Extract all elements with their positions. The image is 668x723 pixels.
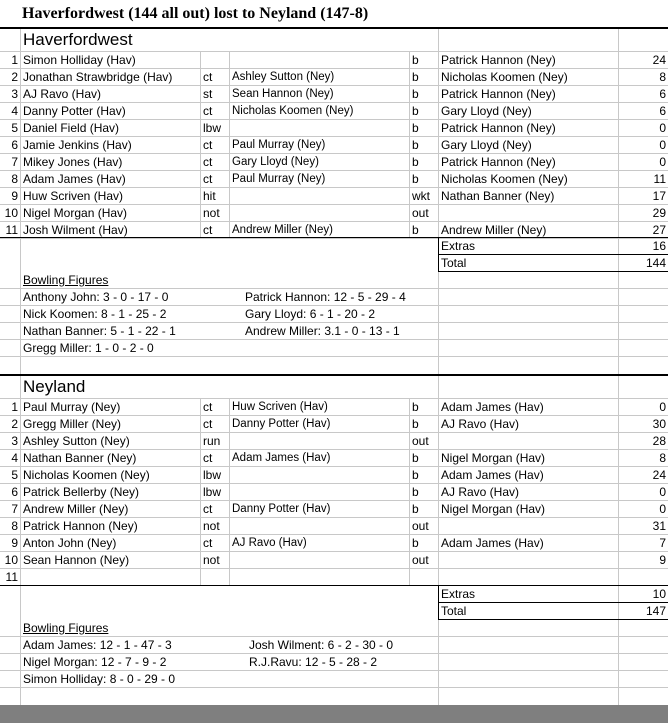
runs-scored: 8 bbox=[659, 70, 666, 84]
fielder-name: Paul Murray (Ney) bbox=[232, 173, 326, 185]
batsman-name: Patrick Bellerby (Ney) bbox=[23, 485, 140, 499]
bowled-marker: b bbox=[412, 138, 419, 152]
dismissal-type: st bbox=[203, 87, 213, 101]
fielder-name: Nicholas Koomen (Ney) bbox=[232, 105, 354, 117]
total-label: Total bbox=[441, 256, 467, 270]
batsman-name: Anton John (Ney) bbox=[23, 536, 117, 550]
bowled-marker: wkt bbox=[412, 189, 430, 203]
bowling-figure: Josh Wilment: 6 - 2 - 30 - 0 bbox=[249, 638, 394, 652]
dismissal-type: ct bbox=[203, 138, 213, 152]
batsman-name: Nathan Banner (Ney) bbox=[23, 451, 137, 465]
fielder-name: Sean Hannon (Ney) bbox=[232, 88, 334, 100]
bowler-name bbox=[441, 552, 617, 569]
runs-scored: 28 bbox=[652, 434, 666, 448]
runs-scored: 17 bbox=[652, 189, 666, 203]
runs-scored: 9 bbox=[659, 553, 666, 567]
row-number: 6 bbox=[11, 485, 18, 499]
bowler-name bbox=[441, 205, 617, 222]
bowled-marker: b bbox=[412, 172, 419, 186]
bowling-figure: R.J.Ravu: 12 - 5 - 28 - 2 bbox=[249, 655, 378, 669]
batsman-name: Nigel Morgan (Hav) bbox=[23, 206, 128, 220]
runs-scored: 24 bbox=[652, 53, 666, 67]
total-value: 147 bbox=[645, 604, 666, 618]
bowled-marker: b bbox=[412, 468, 419, 482]
row-number: 9 bbox=[11, 536, 18, 550]
batsman-name bbox=[23, 569, 199, 586]
dismissal-type: ct bbox=[203, 223, 213, 237]
total-label: Total bbox=[441, 604, 467, 618]
row-number: 8 bbox=[11, 519, 18, 533]
bowling-figure: Nathan Banner: 5 - 1 - 22 - 1 bbox=[23, 324, 176, 338]
batsman-name: Josh Wilment (Hav) bbox=[23, 223, 128, 237]
bowling-figure: Nick Koomen: 8 - 1 - 25 - 2 bbox=[23, 307, 167, 321]
table-border bbox=[438, 237, 439, 272]
row-number: 11 bbox=[5, 223, 18, 237]
gridline bbox=[229, 52, 230, 239]
batsman-name: Ashley Sutton (Ney) bbox=[23, 434, 130, 448]
fielder-name: Danny Potter (Hav) bbox=[232, 503, 331, 515]
bowled-marker: b bbox=[412, 70, 419, 84]
bowled-marker: out bbox=[412, 519, 429, 533]
bowled-marker: b bbox=[412, 451, 419, 465]
fielder-name: Adam James (Hav) bbox=[232, 452, 331, 464]
bowler-name: Adam James (Hav) bbox=[441, 536, 544, 550]
bowler-name bbox=[441, 433, 617, 450]
runs-scored: 0 bbox=[659, 400, 666, 414]
batsman-name: Adam James (Hav) bbox=[23, 172, 126, 186]
runs-scored bbox=[621, 569, 666, 586]
fielder-name bbox=[232, 52, 408, 69]
fielder-name bbox=[232, 433, 408, 450]
runs-scored: 8 bbox=[659, 451, 666, 465]
fielder-name: Andrew Miller (Ney) bbox=[232, 224, 333, 236]
extras-value: 10 bbox=[652, 587, 666, 601]
bowling-figures-heading: Bowling Figures bbox=[23, 621, 109, 635]
gridline bbox=[618, 29, 619, 705]
dismissal-type: lbw bbox=[203, 468, 222, 482]
fielder-name bbox=[232, 467, 408, 484]
bowling-figure: Gregg Miller: 1 - 0 - 2 - 0 bbox=[23, 341, 154, 355]
dismissal-type: ct bbox=[203, 502, 213, 516]
runs-scored: 0 bbox=[659, 155, 666, 169]
dismissal-type: ct bbox=[203, 536, 213, 550]
batsman-name: Gregg Miller (Ney) bbox=[23, 417, 122, 431]
bowling-figure: Nigel Morgan: 12 - 7 - 9 - 2 bbox=[23, 655, 167, 669]
batsman-name: AJ Ravo (Hav) bbox=[23, 87, 102, 101]
bowler-name bbox=[441, 518, 617, 535]
dismissal-type: lbw bbox=[203, 485, 222, 499]
batsman-name: Jamie Jenkins (Hav) bbox=[23, 138, 132, 152]
dismissal-type: run bbox=[203, 434, 221, 448]
bowler-name: Patrick Hannon (Ney) bbox=[441, 155, 556, 169]
runs-scored: 0 bbox=[659, 138, 666, 152]
bowling-figure: Simon Holliday: 8 - 0 - 29 - 0 bbox=[23, 672, 176, 686]
runs-scored: 30 bbox=[652, 417, 666, 431]
total-value: 144 bbox=[645, 256, 666, 270]
runs-scored: 11 bbox=[653, 172, 666, 186]
row-number: 7 bbox=[11, 155, 18, 169]
extras-label: Extras bbox=[441, 587, 476, 601]
bowled-marker: b bbox=[412, 121, 419, 135]
bowler-name: Andrew Miller (Ney) bbox=[441, 223, 547, 237]
batsman-name: Nicholas Koomen (Ney) bbox=[23, 468, 150, 482]
bowled-marker: b bbox=[412, 53, 419, 67]
batsman-name: Patrick Hannon (Ney) bbox=[23, 519, 138, 533]
row-number: 1 bbox=[11, 53, 18, 67]
bowling-figure: Adam James: 12 - 1 - 47 - 3 bbox=[23, 638, 172, 652]
innings-divider bbox=[0, 374, 668, 376]
runs-scored: 0 bbox=[659, 485, 666, 499]
runs-scored: 6 bbox=[659, 104, 666, 118]
table-border bbox=[438, 585, 439, 620]
fielder-name: Ashley Sutton (Ney) bbox=[232, 71, 335, 83]
extras-label: Extras bbox=[441, 239, 476, 253]
dismissal-type bbox=[203, 52, 228, 69]
row-number: 6 bbox=[11, 138, 18, 152]
batsman-name: Jonathan Strawbridge (Hav) bbox=[23, 70, 173, 84]
bowler-name: Nigel Morgan (Hav) bbox=[441, 502, 546, 516]
bowler-name: Nigel Morgan (Hav) bbox=[441, 451, 546, 465]
row-number: 4 bbox=[11, 451, 18, 465]
row-number: 7 bbox=[11, 502, 18, 516]
bowler-name: Adam James (Hav) bbox=[441, 468, 544, 482]
bowling-figure: Patrick Hannon: 12 - 5 - 29 - 4 bbox=[245, 290, 406, 304]
bowler-name: AJ Ravo (Hav) bbox=[441, 485, 520, 499]
dismissal-type: not bbox=[203, 519, 220, 533]
bowler-name bbox=[441, 569, 617, 586]
bowling-figure: Gary Lloyd: 6 - 1 - 20 - 2 bbox=[245, 307, 376, 321]
batsman-name: Paul Murray (Ney) bbox=[23, 400, 121, 414]
extras-value: 16 bbox=[652, 239, 666, 253]
table-border bbox=[0, 237, 438, 238]
bowled-marker: b bbox=[412, 223, 419, 237]
runs-scored: 7 bbox=[659, 536, 666, 550]
fielder-name bbox=[232, 518, 408, 535]
bowled-marker: b bbox=[412, 417, 419, 431]
gridline bbox=[20, 29, 21, 705]
table-border bbox=[0, 585, 438, 586]
bowled-marker: b bbox=[412, 502, 419, 516]
bowled-marker: b bbox=[412, 155, 419, 169]
runs-scored: 31 bbox=[652, 519, 666, 533]
batsman-name: Danny Potter (Hav) bbox=[23, 104, 126, 118]
batsman-name: Huw Scriven (Hav) bbox=[23, 189, 124, 203]
dismissal-type: lbw bbox=[203, 121, 222, 135]
bowler-name: Gary Lloyd (Ney) bbox=[441, 104, 532, 118]
fielder-name: AJ Ravo (Hav) bbox=[232, 537, 307, 549]
bowler-name: AJ Ravo (Hav) bbox=[441, 417, 520, 431]
row-number: 8 bbox=[11, 172, 18, 186]
dismissal-type: not bbox=[203, 206, 220, 220]
row-number: 10 bbox=[4, 553, 18, 567]
fielder-name bbox=[232, 552, 408, 569]
row-number: 2 bbox=[11, 417, 18, 431]
team-name-haverfordwest: Haverfordwest bbox=[23, 30, 133, 49]
dismissal-type: ct bbox=[203, 70, 213, 84]
fielder-name: Gary Lloyd (Ney) bbox=[232, 156, 319, 168]
bowler-name: Patrick Hannon (Ney) bbox=[441, 87, 556, 101]
fielder-name bbox=[232, 484, 408, 501]
batsman-name: Simon Holliday (Hav) bbox=[23, 53, 136, 67]
dismissal-type: ct bbox=[203, 417, 213, 431]
row-number: 4 bbox=[11, 104, 18, 118]
batsman-name: Andrew Miller (Ney) bbox=[23, 502, 129, 516]
row-number: 11 bbox=[5, 570, 18, 584]
dismissal-type: hit bbox=[203, 189, 216, 203]
row-number: 10 bbox=[4, 206, 18, 220]
gridline bbox=[200, 399, 201, 586]
row-number: 3 bbox=[11, 87, 18, 101]
bowling-figures-heading: Bowling Figures bbox=[23, 273, 109, 287]
team-name-neyland: Neyland bbox=[23, 377, 86, 396]
dismissal-type: ct bbox=[203, 104, 213, 118]
row-number: 1 bbox=[11, 400, 18, 414]
bowled-marker: b bbox=[412, 536, 419, 550]
fielder-name bbox=[232, 120, 408, 137]
runs-scored: 24 bbox=[652, 468, 666, 482]
bowling-figure: Andrew Miller: 3.1 - 0 - 13 - 1 bbox=[245, 324, 400, 338]
runs-scored: 29 bbox=[652, 206, 666, 220]
runs-scored: 27 bbox=[652, 223, 666, 237]
bowled-marker: out bbox=[412, 553, 429, 567]
row-number: 9 bbox=[11, 189, 18, 203]
bowling-figure: Anthony John: 3 - 0 - 17 - 0 bbox=[23, 290, 169, 304]
bowled-marker: b bbox=[412, 87, 419, 101]
bowler-name: Adam James (Hav) bbox=[441, 400, 544, 414]
batsman-name: Sean Hannon (Ney) bbox=[23, 553, 130, 567]
row-number: 2 bbox=[11, 70, 18, 84]
bowler-name: Nathan Banner (Ney) bbox=[441, 189, 555, 203]
fielder-name: Danny Potter (Hav) bbox=[232, 418, 331, 430]
gridline bbox=[409, 52, 410, 239]
row-number: 5 bbox=[11, 468, 18, 482]
bowled-marker bbox=[412, 569, 438, 586]
fielder-name: Huw Scriven (Hav) bbox=[232, 401, 328, 413]
fielder-name bbox=[232, 188, 408, 205]
row-number: 5 bbox=[11, 121, 18, 135]
bowler-name: Nicholas Koomen (Ney) bbox=[441, 70, 568, 84]
dismissal-type: ct bbox=[203, 451, 213, 465]
dismissal-type: ct bbox=[203, 172, 213, 186]
runs-scored: 6 bbox=[659, 87, 666, 101]
gridline bbox=[409, 399, 410, 586]
gridline bbox=[200, 52, 201, 239]
dismissal-type bbox=[203, 569, 228, 586]
bowled-marker: b bbox=[412, 485, 419, 499]
batsman-name: Mikey Jones (Hav) bbox=[23, 155, 123, 169]
fielder-name bbox=[232, 205, 408, 222]
dismissal-type: not bbox=[203, 553, 220, 567]
bowled-marker: b bbox=[412, 400, 419, 414]
bowled-marker: b bbox=[412, 104, 419, 118]
bowled-marker: out bbox=[412, 206, 429, 220]
bowler-name: Patrick Hannon (Ney) bbox=[441, 53, 556, 67]
dismissal-type: ct bbox=[203, 400, 213, 414]
bowler-name: Gary Lloyd (Ney) bbox=[441, 138, 532, 152]
runs-scored: 0 bbox=[659, 121, 666, 135]
match-title: Haverfordwest (144 all out) lost to Neyland (147-8) bbox=[22, 5, 369, 22]
bowler-name: Nicholas Koomen (Ney) bbox=[441, 172, 568, 186]
gridline bbox=[229, 399, 230, 586]
batsman-name: Daniel Field (Hav) bbox=[23, 121, 120, 135]
bowler-name: Patrick Hannon (Ney) bbox=[441, 121, 556, 135]
dismissal-type: ct bbox=[203, 155, 213, 169]
fielder-name: Paul Murray (Ney) bbox=[232, 139, 326, 151]
row-number: 3 bbox=[11, 434, 18, 448]
fielder-name bbox=[232, 569, 408, 586]
bowled-marker: out bbox=[412, 434, 429, 448]
sheet-bottom-bar bbox=[0, 705, 668, 723]
runs-scored: 0 bbox=[659, 502, 666, 516]
